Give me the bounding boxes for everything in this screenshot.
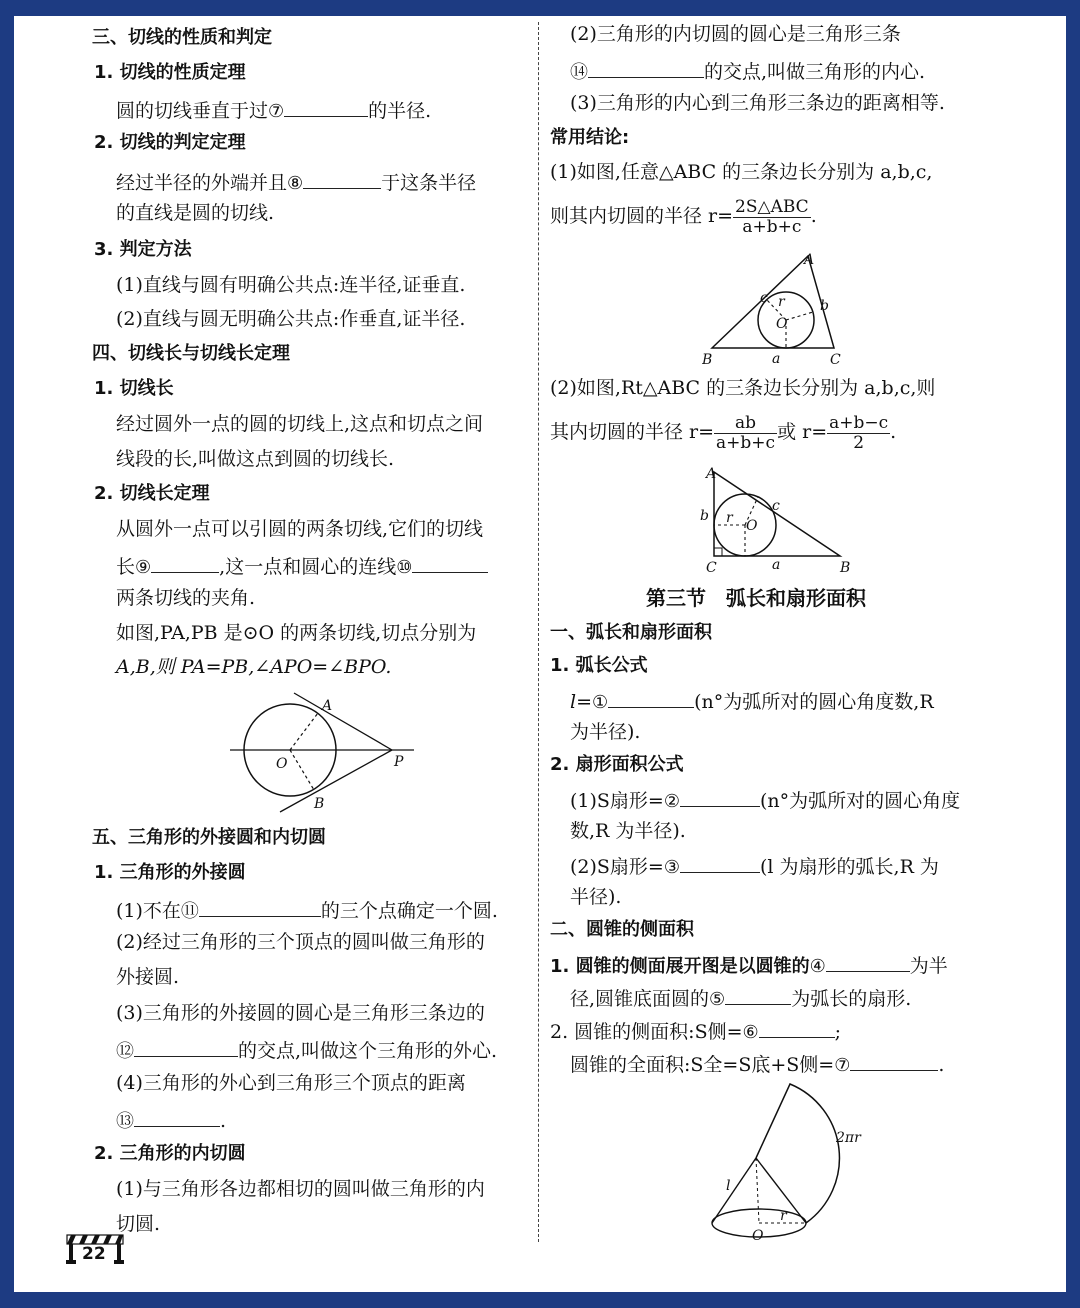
text: 于这条半径 xyxy=(381,172,477,194)
s5-2-item1-b: 切圆. xyxy=(116,1213,161,1235)
blank-marker-11: ⑪ xyxy=(180,901,199,922)
s3-3-item2: (2)直线与圆无明确公共点:作垂直,证半径. xyxy=(116,308,466,330)
blank-marker-13: ⑬ xyxy=(116,1111,134,1132)
blank-9[interactable] xyxy=(151,552,219,573)
text: l= xyxy=(570,691,592,713)
p1-title: 一、弧长和扇形面积 xyxy=(550,622,712,643)
label-side-c: c xyxy=(760,290,768,306)
denominator: 2 xyxy=(853,432,865,453)
text: (l 为扇形的弧长,R 为 xyxy=(760,856,939,878)
label-arc: 2πr xyxy=(836,1130,861,1146)
cone-slant-left xyxy=(712,1158,756,1223)
s3-2-text xyxy=(116,168,476,196)
denominator: a+b+c xyxy=(716,432,776,453)
label-side-b: b xyxy=(820,298,829,314)
text: 的三个点确定一个圆. xyxy=(320,900,498,922)
s5-2-item1-a: (1)与三角形各边都相切的圆叫做三角形的内 xyxy=(116,1178,485,1200)
s5-2-title: 2. 三角形的内切圆 xyxy=(94,1143,246,1164)
radius-ob xyxy=(290,750,314,790)
section-3-title: 三、切线的性质和判定 xyxy=(92,27,272,48)
s5-1-item1 xyxy=(116,896,498,924)
p2-title: 二、圆锥的侧面积 xyxy=(550,919,694,940)
blank-5[interactable] xyxy=(725,984,791,1005)
tangent-lines-figure xyxy=(222,692,422,814)
blank-11[interactable] xyxy=(199,896,321,917)
label-o: O xyxy=(776,316,788,332)
blank-marker-7: ⑦ xyxy=(834,1055,851,1076)
label-a: A xyxy=(322,698,333,714)
text: (n°为弧所对的圆心角度数,R xyxy=(694,691,934,713)
blank-marker-3: ③ xyxy=(663,857,680,878)
blank-1[interactable] xyxy=(608,687,694,708)
s5-1-item3-a: (3)三角形的外接圆的圆心是三角形三条边的 xyxy=(116,1002,485,1024)
triangle-abc xyxy=(712,256,834,348)
s5-1-item4-a: (4)三角形的外心到三角形三个顶点的距离 xyxy=(116,1072,466,1094)
text: . xyxy=(810,205,817,227)
text: . xyxy=(890,421,897,443)
numerator: 2S△ABC xyxy=(735,196,809,217)
fraction-rt-2 xyxy=(827,414,890,453)
text: 圆的切线垂直于过 xyxy=(116,100,269,122)
s3-1-title: 1. 切线的性质定理 xyxy=(94,62,246,83)
radius-3 xyxy=(786,312,813,320)
p2-2-line2 xyxy=(570,1050,944,1078)
s4-2-title: 2. 切线长定理 xyxy=(94,483,210,504)
p2-1-line1 xyxy=(550,951,948,979)
radius-oa xyxy=(290,713,318,750)
tangent-pa xyxy=(294,693,392,750)
conc1-a: (1)如图,任意△ABC 的三条边长分别为 a,b,c, xyxy=(550,161,933,183)
label-o: O xyxy=(752,1228,764,1242)
s4-1-text-b: 线段的长,叫做这点到圆的切线长. xyxy=(116,448,395,470)
text: . xyxy=(938,1054,945,1076)
s4-2-text-b xyxy=(116,552,488,580)
cone-height xyxy=(756,1158,759,1223)
label-l: l xyxy=(726,1178,731,1194)
blank-10[interactable] xyxy=(412,552,488,573)
blank-marker-10: ⑩ xyxy=(396,557,413,578)
label-r: r xyxy=(778,294,785,310)
blank-6[interactable] xyxy=(759,1017,835,1038)
conc2-a: (2)如图,Rt△ABC 的三条边长分别为 a,b,c,则 xyxy=(550,377,936,399)
s5-1-item4-b xyxy=(116,1106,226,1134)
blank-marker-4: ④ xyxy=(809,956,826,977)
blank-marker-6: ⑥ xyxy=(742,1022,759,1043)
text: (n°为弧所对的圆心角度 xyxy=(760,790,961,812)
section-4-title: 四、切线长与切线长定理 xyxy=(92,343,290,364)
s4-2-text-d: 如图,PA,PB 是⊙O 的两条切线,切点分别为 xyxy=(116,622,477,644)
label-side-c: c xyxy=(772,498,780,514)
s5-1-item3-b xyxy=(116,1036,497,1064)
s4-2-text-c: 两条切线的夹角. xyxy=(116,587,256,609)
s4-1-text-a: 经过圆外一点的圆的切线上,这点和切点之间 xyxy=(116,413,484,435)
incircle-triangle-figure xyxy=(702,250,852,368)
s4-2-text-e: A,B,则 PA=PB,∠APO=∠BPO. xyxy=(116,656,392,678)
text: (1)S扇形= xyxy=(570,790,664,812)
sector-outline xyxy=(756,1084,839,1223)
s5-1-title: 1. 三角形的外接圆 xyxy=(94,862,246,883)
label-p: P xyxy=(394,754,404,770)
fraction-incircle-radius xyxy=(733,198,811,237)
label-a: A xyxy=(706,466,717,482)
blank-12[interactable] xyxy=(134,1036,238,1057)
s5-1-item2-a: (2)经过三角形的三个顶点的圆叫做三角形的 xyxy=(116,931,485,953)
section-5-title: 五、三角形的外接圆和内切圆 xyxy=(92,827,326,848)
p1-2-item2-c: 半径). xyxy=(570,886,622,908)
p2-2-line1 xyxy=(550,1017,841,1045)
s3-2-text-c: 的直线是圆的切线. xyxy=(116,202,275,224)
conc1-b xyxy=(550,196,817,237)
text: (2)S扇形= xyxy=(570,856,664,878)
text: 则其内切圆的半径 r= xyxy=(550,205,734,227)
p1-1-title: 1. 弧长公式 xyxy=(550,655,648,676)
right-angle-mark xyxy=(714,548,722,556)
numerator: ab xyxy=(714,414,777,434)
r-item3: (3)三角形的内心到三角形三条边的距离相等. xyxy=(570,92,945,114)
label-side-a: a xyxy=(772,557,781,573)
cone-unfold-figure xyxy=(698,1082,888,1242)
label-side-a: a xyxy=(772,351,781,367)
text: 其内切圆的半径 r= xyxy=(550,421,715,443)
blank-marker-8: ⑧ xyxy=(287,173,304,194)
text: 为半 xyxy=(909,955,948,977)
label-r: r xyxy=(726,510,733,526)
page-number-badge xyxy=(66,1234,124,1264)
p1-2-item1 xyxy=(570,786,960,814)
blank-13[interactable] xyxy=(134,1106,220,1127)
text: 2. 圆锥的侧面积:S侧= xyxy=(550,1021,743,1043)
conc2-b xyxy=(550,412,896,453)
denominator: a+b+c xyxy=(742,216,802,237)
blank-marker-2: ② xyxy=(663,791,680,812)
blank-marker-14: ⑭ xyxy=(570,62,588,83)
p1-1-formula xyxy=(570,687,934,715)
blank-marker-12: ⑫ xyxy=(116,1041,134,1062)
r-item2-a: (2)三角形的内切圆的圆心是三角形三条 xyxy=(570,23,901,45)
text: ; xyxy=(834,1021,842,1043)
text: 径,圆锥底面圆的 xyxy=(570,988,710,1010)
p1-2-item1-c: 数,R 为半径). xyxy=(570,820,686,842)
label-side-b: b xyxy=(700,508,709,524)
workbook-page xyxy=(14,16,1066,1292)
label-o: O xyxy=(276,756,288,772)
text: 或 r= xyxy=(777,421,828,443)
blank-marker-7: ⑦ xyxy=(268,101,285,122)
blank-marker-9: ⑨ xyxy=(135,557,152,578)
tangent-pb xyxy=(280,750,392,812)
page-number: 22 xyxy=(82,1244,106,1264)
right-triangle-incircle-figure xyxy=(688,464,858,576)
conclusions-title: 常用结论: xyxy=(550,127,630,148)
label-c: C xyxy=(706,560,717,576)
text: (1)不在 xyxy=(116,900,181,922)
blank-7[interactable] xyxy=(284,96,368,117)
label-o: O xyxy=(746,518,758,534)
text: . xyxy=(220,1110,227,1132)
blank-3[interactable] xyxy=(680,852,760,873)
blank-2[interactable] xyxy=(680,786,760,807)
blank-14[interactable] xyxy=(588,57,704,78)
s3-3-item1: (1)直线与圆有明确公共点:连半径,证垂直. xyxy=(116,274,466,296)
blank-7[interactable] xyxy=(850,1050,938,1071)
blank-4[interactable] xyxy=(826,951,910,972)
blank-marker-1: ① xyxy=(592,692,609,713)
text: 的交点,叫做三角形的内心. xyxy=(704,61,926,83)
text: ,这一点和圆心的连线 xyxy=(219,556,397,578)
label-r: r xyxy=(780,1208,787,1224)
text: 圆锥的全面积:S全=S底+S侧= xyxy=(570,1054,835,1076)
text: 的半径. xyxy=(368,100,432,122)
text: 长 xyxy=(116,556,136,578)
column-divider xyxy=(538,22,539,1242)
s3-3-title: 3. 判定方法 xyxy=(94,239,192,260)
s3-2-title: 2. 切线的判定定理 xyxy=(94,132,246,153)
s4-1-title: 1. 切线长 xyxy=(94,378,174,399)
blank-marker-5: ⑤ xyxy=(709,989,726,1010)
label-c: C xyxy=(830,352,841,368)
p2-1-line2 xyxy=(570,984,911,1012)
blank-8[interactable] xyxy=(303,168,381,189)
s5-1-item2-b: 外接圆. xyxy=(116,966,180,988)
label-b: B xyxy=(702,352,713,368)
r-item2-b xyxy=(570,57,925,85)
section-3-heading: 第三节 弧长和扇形面积 xyxy=(646,586,866,610)
text: 为弧长的扇形. xyxy=(791,988,912,1010)
s3-1-text xyxy=(116,96,431,124)
text: 1. 圆锥的侧面展开图是以圆锥的 xyxy=(550,956,810,977)
right-triangle-abc xyxy=(714,472,840,556)
p1-2-item2 xyxy=(570,852,939,880)
label-b: B xyxy=(840,560,851,576)
s4-2-text-a: 从圆外一点可以引圆的两条切线,它们的切线 xyxy=(116,518,484,540)
text: 的交点,叫做这个三角形的外心. xyxy=(238,1040,498,1062)
label-a: A xyxy=(804,252,815,268)
fraction-rt-1 xyxy=(714,414,777,453)
p1-1-c: 为半径). xyxy=(570,721,641,743)
label-b: B xyxy=(314,796,325,812)
text: 经过半径的外端并且 xyxy=(116,172,288,194)
numerator: a+b−c xyxy=(829,412,889,433)
p1-2-title: 2. 扇形面积公式 xyxy=(550,754,684,775)
